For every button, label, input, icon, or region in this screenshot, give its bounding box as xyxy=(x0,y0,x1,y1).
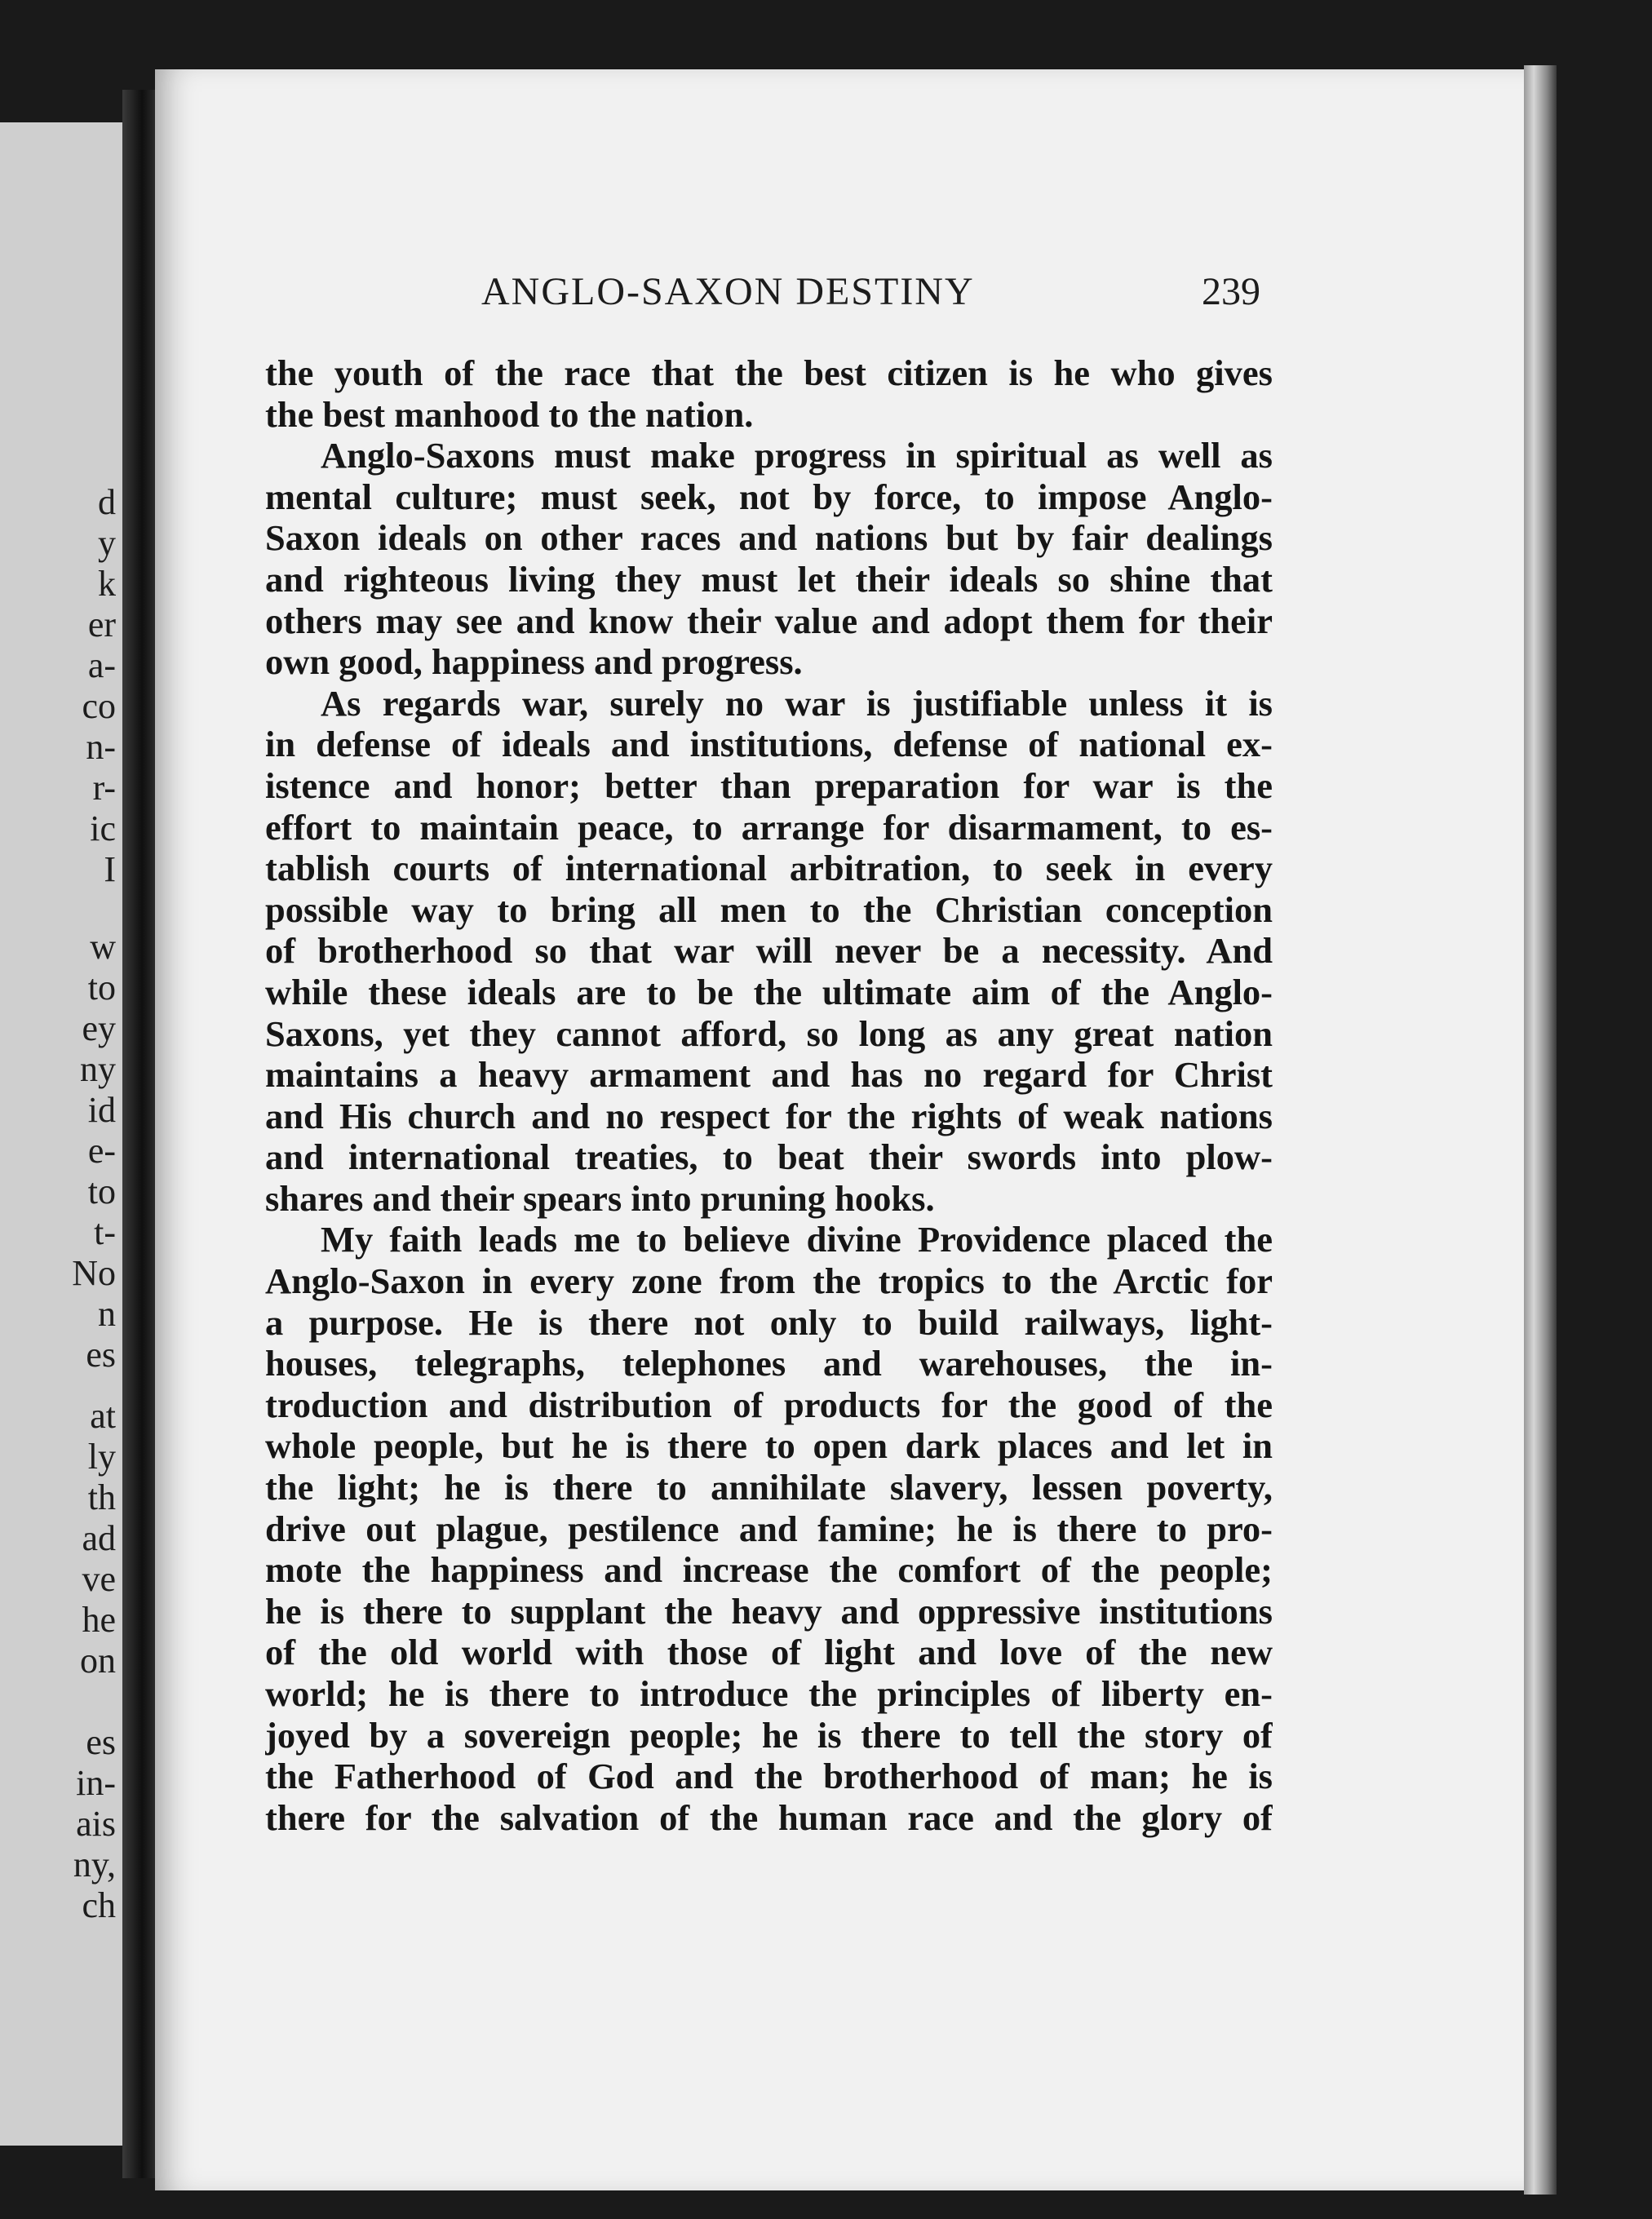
text-line: troduction and distribution of products for the good of the xyxy=(265,1384,1273,1425)
left-page-fragment: ly xyxy=(87,1437,116,1477)
body-text xyxy=(265,352,1273,1838)
text-line: Saxon ideals on other races and nations but by fair dealings xyxy=(265,517,1273,559)
left-page-fragment: k xyxy=(98,564,116,604)
left-page-fragment: d xyxy=(98,482,116,522)
left-page-fragment: ny xyxy=(80,1049,116,1089)
left-page-fragment: he xyxy=(82,1600,116,1640)
text-line: there for the salvation of the human race and the glory of xyxy=(265,1796,1273,1838)
left-page-fragment: to xyxy=(87,968,116,1008)
text-line: world; he is there to introduce the principles of liberty en- xyxy=(265,1673,1273,1714)
left-page-fragment: ch xyxy=(82,1885,116,1925)
text-line: Saxons, yet they cannot afford, so long as any great nation xyxy=(265,1012,1273,1054)
text-line: own good, happiness and progress. xyxy=(265,641,803,683)
left-page-fragment: er xyxy=(87,605,116,644)
left-page-fragment: to xyxy=(87,1172,116,1211)
text-line: and righteous living they must let their ideals so shine that xyxy=(265,558,1273,600)
text-line: the Fatherhood of God and the brotherhood of man; he is xyxy=(265,1756,1273,1797)
text-line: As regards war, surely no war is justifiable unless it is xyxy=(321,682,1273,724)
left-page-fragment: at xyxy=(90,1396,116,1436)
left-facing-page xyxy=(0,122,122,2146)
left-page-fragment: ey xyxy=(82,1008,116,1048)
left-page-fragment: ais xyxy=(76,1804,116,1844)
book-gutter xyxy=(122,90,155,2178)
text-line: maintains a heavy armament and has no regard for Christ xyxy=(265,1054,1273,1096)
text-line: whole people, but he is there to open dark places and let in xyxy=(265,1425,1273,1467)
text-line: joyed by a sovereign people; he is there to tell the story of xyxy=(265,1714,1273,1756)
text-line: mental culture; must seek, not by force, to impose Anglo- xyxy=(265,476,1273,517)
left-page-fragment: y xyxy=(98,523,116,563)
left-page-fragment: w xyxy=(90,927,116,967)
running-head: ANGLO-SAXON DESTINY xyxy=(481,270,975,313)
text-line: possible way to bring all men to the Christian conception xyxy=(265,888,1273,930)
text-line: My faith leads me to believe divine Providence placed the xyxy=(321,1219,1273,1260)
left-page-fragment: n xyxy=(98,1294,116,1334)
left-page-fragment: e- xyxy=(87,1131,116,1171)
text-line: he is there to supplant the heavy and oppressive institutions xyxy=(265,1590,1273,1632)
left-page-fragment: r- xyxy=(92,768,116,808)
left-page-fragment: id xyxy=(87,1090,116,1130)
text-line: the best manhood to the nation. xyxy=(265,393,754,435)
left-page-fragment: es xyxy=(86,1335,116,1375)
page-edge xyxy=(1524,65,1557,2195)
text-line: Anglo-Saxons must make progress in spiritual as well as xyxy=(321,435,1273,476)
text-line: in defense of ideals and institutions, defense of national ex- xyxy=(265,724,1273,765)
left-page-fragment: ve xyxy=(82,1559,116,1599)
left-page-fragment: co xyxy=(82,686,116,726)
page-number: 239 xyxy=(1202,270,1260,313)
left-page-fragment: th xyxy=(87,1477,116,1517)
text-line: Anglo-Saxon in every zone from the tropics to the Arctic for xyxy=(265,1260,1273,1302)
text-line: a purpose. He is there not only to build railways, light- xyxy=(265,1301,1273,1343)
left-page-fragment: in- xyxy=(76,1763,116,1803)
left-page-fragment: ad xyxy=(82,1518,116,1558)
text-line: and His church and no respect for the rights of weak nations xyxy=(265,1095,1273,1136)
text-line: the youth of the race that the best citizen is he who gives xyxy=(265,352,1273,393)
left-page-fragment: on xyxy=(80,1641,116,1681)
text-line: and international treaties, to beat their swords into plow- xyxy=(265,1136,1273,1178)
text-line: of the old world with those of light and love of the new xyxy=(265,1632,1273,1673)
text-line: istence and honor; better than preparation for war is the xyxy=(265,764,1273,806)
text-line: tablish courts of international arbitration, to seek in every xyxy=(265,848,1273,889)
page-header xyxy=(481,269,1260,326)
text-line: houses, telegraphs, telephones and warehouses, the in- xyxy=(265,1343,1273,1384)
left-page-fragment: I xyxy=(104,849,116,889)
text-line: while these ideals are to be the ultimate aim of the Anglo- xyxy=(265,971,1273,1012)
text-line: drive out plague, pestilence and famine; he is there to pro- xyxy=(265,1508,1273,1549)
text-line: of brotherhood so that war will never be a necessity. And xyxy=(265,930,1273,972)
left-page-fragment: ny, xyxy=(73,1845,116,1885)
text-line: the light; he is there to annihilate slavery, lessen poverty, xyxy=(265,1467,1273,1508)
text-line: shares and their spears into pruning hooks. xyxy=(265,1177,935,1219)
left-page-fragment: n- xyxy=(86,727,116,767)
text-line: effort to maintain peace, to arrange for disarmament, to es- xyxy=(265,806,1273,848)
left-page-fragment: es xyxy=(86,1722,116,1762)
text-line: mote the happiness and increase the comfort of the people; xyxy=(265,1549,1273,1591)
left-page-fragment: t- xyxy=(94,1212,116,1252)
text-line: others may see and know their value and adopt them for their xyxy=(265,600,1273,641)
left-page-fragment: a- xyxy=(87,645,116,685)
left-page-fragment: No xyxy=(72,1253,116,1293)
left-page-fragment: ic xyxy=(90,808,116,848)
